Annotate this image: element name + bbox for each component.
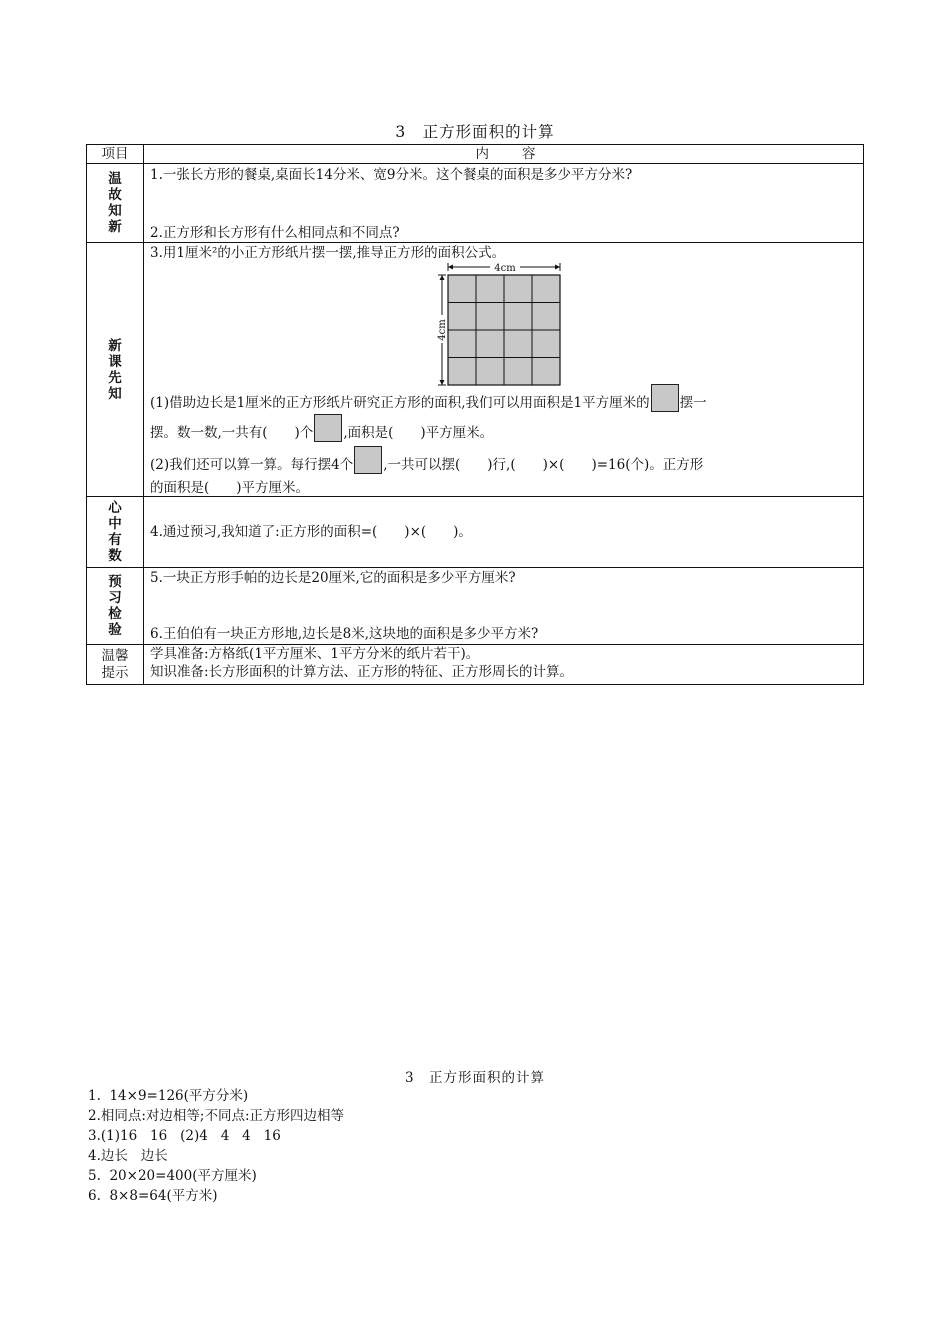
answer-line: 3.(1)16 16 (2)4 4 4 16 xyxy=(88,1128,281,1144)
answer-line: 5. 20×20=400(平方厘米) xyxy=(88,1168,257,1184)
tip-tools: 学具准备:方格纸(1平方厘米、1平方分米的纸片若干)。 xyxy=(150,646,480,662)
row-label-new-lesson: 新课先知 xyxy=(87,243,144,497)
table-row xyxy=(87,497,864,568)
table-header-row xyxy=(87,145,864,164)
question-6: 6.王伯伯有一块正方形地,边长是8米,这块地的面积是多少平方米? xyxy=(150,626,539,642)
part-1-line-1: (1)借助边长是1厘米的正方形纸片研究正方形的面积,我们可以用面积是1平方厘米的 摆一 xyxy=(150,384,707,412)
question-4: 4.通过预习,我知道了:正方形的面积=( )×( )。 xyxy=(150,524,472,540)
tip-knowledge: 知识准备:长方形面积的计算方法、正方形的特征、正方形周长的计算。 xyxy=(150,664,574,680)
unit-square-icon xyxy=(314,414,342,442)
square-grid-figure xyxy=(434,261,564,387)
page-title: 3 正方形面积的计算 xyxy=(395,123,555,141)
answer-line: 1. 14×9=126(平方分米) xyxy=(88,1088,249,1104)
worksheet-table xyxy=(86,144,864,685)
row-label-review: 温故知新 xyxy=(87,164,144,243)
answer-line: 2.相同点:对边相等;不同点:正方形四边相等 xyxy=(88,1108,345,1124)
unit-square-icon xyxy=(651,384,679,412)
answer-title: 3 正方形面积的计算 xyxy=(404,1070,546,1086)
table-row xyxy=(87,568,864,645)
part-1-line-2: 摆。数一数,一共有( )个 ,面积是( )平方厘米。 xyxy=(150,414,493,442)
part-2-line-1: (2)我们还可以算一算。每行摆4个 ,一共可以摆( )行,( )×( )=16(个)。正方形 xyxy=(150,446,703,474)
figure-side-label: 4cm xyxy=(437,319,448,341)
answer-list xyxy=(88,1086,344,1206)
part-2-line-2: 的面积是( )平方厘米。 xyxy=(150,480,310,496)
header-item: 项目 xyxy=(87,145,144,164)
answer-line: 4.边长 边长 xyxy=(88,1148,168,1164)
question-1: 1.一张长方形的餐桌,桌面长14分米、宽9分米。这个餐桌的面积是多少平方分米? xyxy=(150,167,633,183)
unit-square-icon xyxy=(354,446,382,474)
answer-line: 6. 8×8=64(平方米) xyxy=(88,1188,218,1204)
table-row xyxy=(87,164,864,243)
grid-svg xyxy=(434,261,564,387)
question-3: 3.用1厘米²的小正方形纸片摆一摆,推导正方形的面积公式。 xyxy=(150,245,506,261)
row-label-tips: 温馨 提示 xyxy=(87,645,144,685)
row-label-check: 预习检验 xyxy=(87,568,144,645)
figure-top-label: 4cm xyxy=(494,263,516,274)
question-5: 5.一块正方形手帕的边长是20厘米,它的面积是多少平方厘米? xyxy=(150,570,516,586)
row-label-mind: 心中有数 xyxy=(87,497,144,568)
question-2: 2.正方形和长方形有什么相同点和不同点? xyxy=(150,225,400,241)
header-content: 内 容 xyxy=(144,145,864,164)
table-row xyxy=(87,645,864,685)
table-row xyxy=(87,243,864,497)
